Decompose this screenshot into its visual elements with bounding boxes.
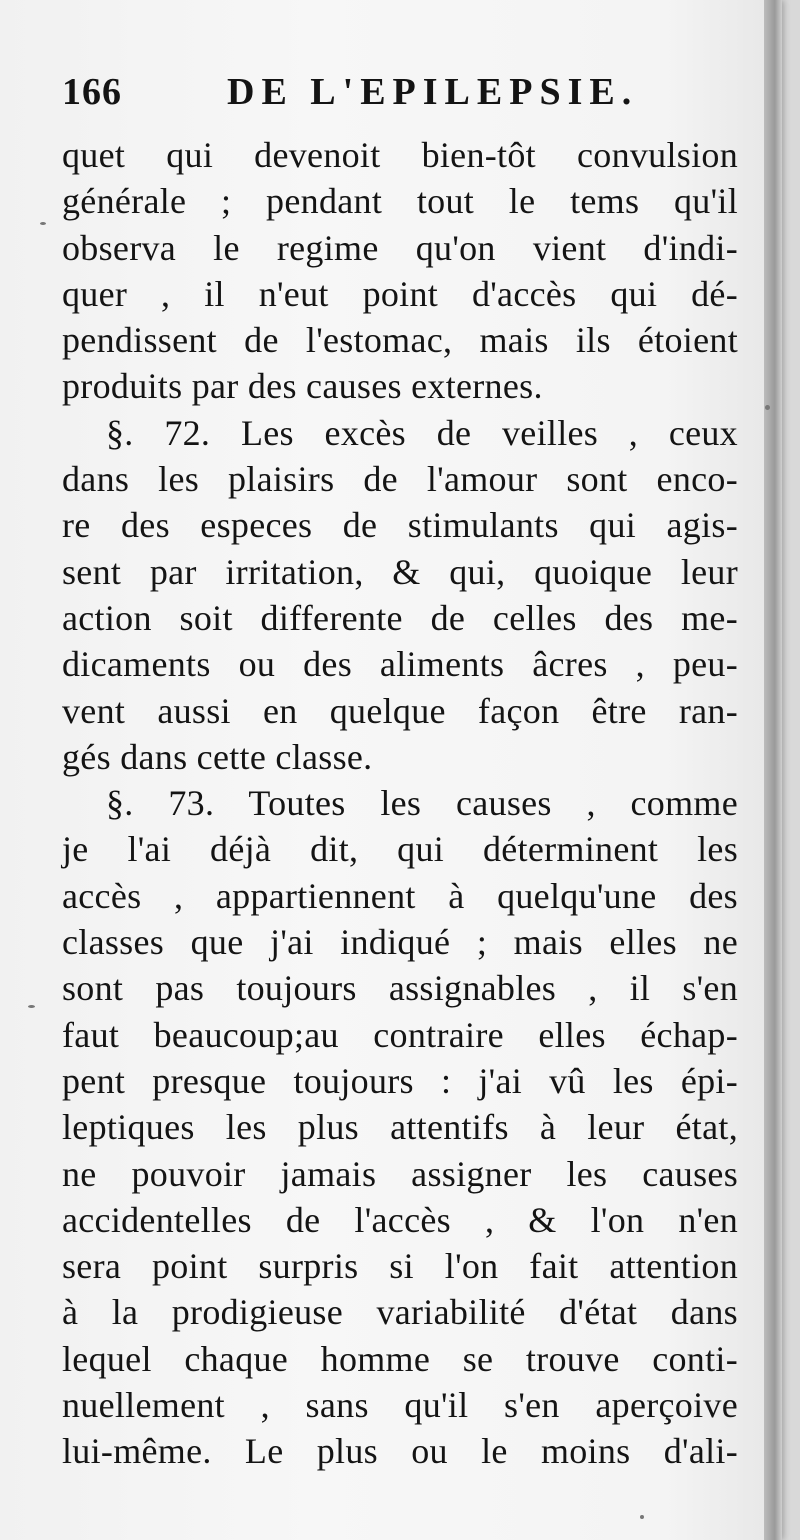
paragraph-73-start: §. 73. Toutes les causes , comme <box>106 783 738 824</box>
text-line: générale ; pendant tout le tems qu'il <box>62 181 738 222</box>
body-text <box>62 132 738 1475</box>
text-line: vent aussi en quelque façon être ran- <box>62 690 738 731</box>
text-line: classes que j'ai indiqué ; mais elles ne <box>62 922 738 963</box>
text-line: quet qui devenoit bien-tôt convulsion <box>62 135 738 175</box>
text-line: gés dans cette classe. <box>62 736 373 777</box>
text-line: ne pouvoir jamais assigner les causes <box>62 1153 738 1194</box>
paper-speck <box>765 405 770 410</box>
text-line: sera point surpris si l'on fait attention <box>62 1246 738 1287</box>
text-line: dans les plaisirs de l'amour sont enco- <box>62 459 738 500</box>
text-line: sent par irritation, & qui, quoique leur <box>62 551 738 592</box>
text-line: observa le regime qu'on vient d'indi- <box>62 227 738 268</box>
page-edge <box>764 0 782 1540</box>
text-line: accidentelles de l'accès , & l'on n'en <box>62 1199 738 1240</box>
paper-speck <box>28 1005 35 1008</box>
text-line: faut beaucoup;au contraire elles échap- <box>62 1014 738 1055</box>
text-line: leptiques les plus attentifs à leur état, <box>62 1107 738 1148</box>
text-line: pendissent de l'estomac, mais ils étoient <box>62 320 738 361</box>
text-line: lequel chaque homme se trouve conti- <box>62 1338 738 1379</box>
page-number: 166 <box>62 71 122 113</box>
text-line: re des especes de stimulants qui agis- <box>62 505 738 546</box>
text-line: je l'ai déjà dit, qui déterminent les <box>62 829 738 870</box>
text-line: nuellement , sans qu'il s'en aperçoive <box>62 1385 738 1426</box>
page-header <box>62 62 652 122</box>
paragraph-72-start: §. 72. Les excès de veilles , ceux <box>106 412 738 453</box>
text-line: à la prodigieuse variabilité d'état dans <box>62 1292 738 1333</box>
text-line: pent presque toujours : j'ai vû les épi- <box>62 1060 738 1101</box>
text-line: lui-même. Le plus ou le moins d'ali- <box>62 1431 738 1472</box>
paper-speck <box>640 1515 644 1519</box>
text-line: produits par des causes externes. <box>62 366 543 407</box>
text-line: sont pas toujours assignables , il s'en <box>62 968 738 1009</box>
text-line: quer , il n'eut point d'accès qui dé- <box>62 273 738 314</box>
text-line: action soit differente de celles des me- <box>62 597 738 638</box>
text-line: dicaments ou des aliments âcres , peu- <box>62 644 738 685</box>
text-line: accès , appartiennent à quelqu'une des <box>62 875 738 916</box>
running-title: DE L'EPILEPSIE. <box>227 71 639 113</box>
paper-speck <box>40 222 46 225</box>
